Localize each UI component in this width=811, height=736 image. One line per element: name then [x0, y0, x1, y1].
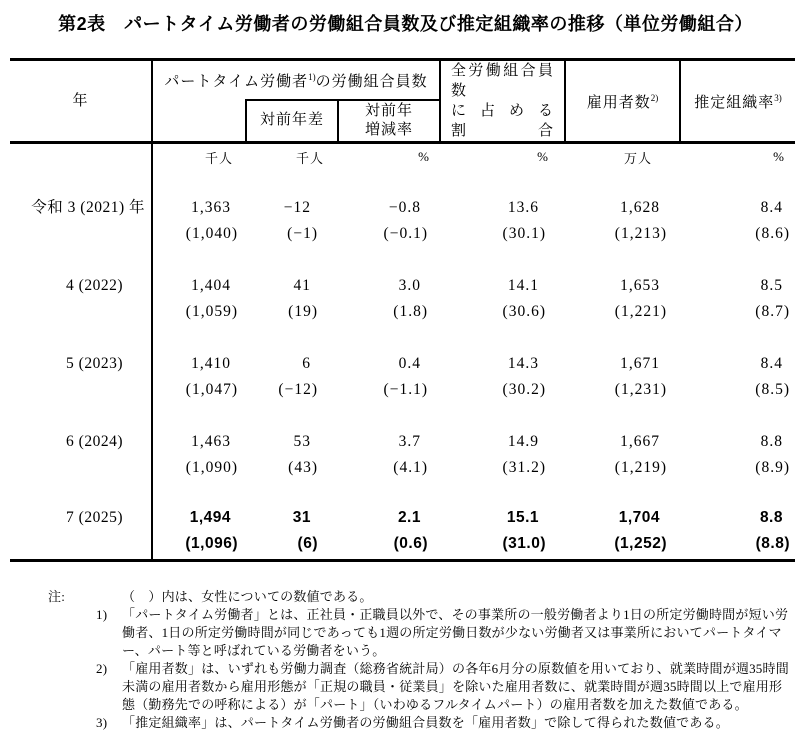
cell-yoy-rate	[338, 249, 440, 327]
note-intro-text: （ ）内は、女性についての数値である。	[122, 589, 373, 604]
cell-est-rate	[680, 327, 795, 405]
year-label: 7 (2025)	[66, 509, 123, 526]
value-female: (1,040)	[185, 224, 238, 242]
value-female: (6)	[297, 535, 318, 552]
value-female: (31.0)	[502, 535, 546, 552]
value-total: 1,628	[620, 198, 660, 216]
header-yoy-rate-line1: 対前年	[364, 102, 413, 119]
year-cell	[10, 405, 152, 483]
table-row	[10, 171, 795, 249]
cell-est-rate	[680, 483, 795, 561]
value-female: (8.9)	[755, 458, 790, 476]
header-group-text: パートタイム労働者	[164, 73, 309, 90]
cell-employees	[565, 327, 680, 405]
value-total: 14.1	[507, 276, 539, 294]
value-female: (1,231)	[614, 380, 667, 398]
note-number: 2)	[96, 661, 108, 676]
header-members-total-spacer	[152, 100, 246, 143]
note-label: 注:	[48, 589, 66, 604]
header-year	[10, 60, 152, 143]
cell-share	[440, 249, 565, 327]
cell-est-rate	[680, 249, 795, 327]
cell-employees	[565, 483, 680, 561]
value-total: 2.1	[397, 509, 421, 526]
value-total: 41	[293, 276, 311, 294]
year-label: 6 (2024)	[66, 432, 123, 450]
value-total: 8.8	[760, 432, 783, 450]
value-total: 1,463	[191, 432, 231, 450]
table-row-latest	[10, 483, 795, 561]
statistics-table	[10, 58, 795, 562]
cell-yoy-rate	[338, 171, 440, 249]
cell-yoy-diff	[246, 327, 338, 405]
page-title: 第2表 パートタイム労働者の労働組合員数及び推定組織率の推移（単位労働組合）	[58, 14, 753, 34]
header-yoy-difference: 対前年差	[246, 100, 338, 143]
value-total: 14.9	[507, 432, 539, 450]
value-total: 1,704	[618, 509, 660, 526]
header-employees-text: 雇用者数	[586, 95, 651, 111]
value-total: 3.7	[398, 432, 421, 450]
cell-yoy-diff	[246, 483, 338, 561]
value-female: (1,059)	[185, 302, 238, 320]
unit-label: 万人	[623, 150, 652, 166]
cell-members	[152, 171, 246, 249]
cell-share	[440, 483, 565, 561]
value-total: 1,667	[620, 432, 660, 450]
value-total: 8.5	[760, 276, 783, 294]
header-share-line2: に占める	[451, 103, 554, 119]
value-total: 13.6	[507, 198, 539, 216]
header-group-text-rest: の労働組合員数	[315, 73, 428, 90]
cell-yoy-diff	[246, 171, 338, 249]
year-label: 5 (2023)	[66, 354, 123, 372]
value-total: 8.4	[760, 198, 783, 216]
cell-share	[440, 171, 565, 249]
unit-label: 千人	[295, 150, 324, 166]
unit-label: %	[537, 149, 549, 165]
value-total: 1,494	[189, 509, 231, 526]
footnote-ref-2: 2)	[650, 93, 659, 103]
value-total: 1,404	[191, 276, 231, 294]
table-row	[10, 327, 795, 405]
value-female: (30.1)	[502, 224, 546, 242]
unit-spacer	[10, 143, 152, 171]
note-item	[48, 660, 795, 714]
cell-est-rate	[680, 171, 795, 249]
value-female: (31.2)	[502, 458, 546, 476]
cell-share	[440, 405, 565, 483]
value-total: 31	[292, 509, 311, 526]
cell-yoy-rate	[338, 405, 440, 483]
value-female: (0.6)	[393, 535, 428, 552]
value-total: 6	[302, 354, 311, 372]
cell-employees	[565, 171, 680, 249]
value-female: (−12)	[278, 380, 318, 398]
value-total: 1,671	[620, 354, 660, 372]
footnote-ref-3: 3)	[774, 93, 782, 103]
value-total: 8.4	[760, 354, 783, 372]
cell-yoy-diff	[246, 249, 338, 327]
value-female: (8.6)	[755, 224, 790, 242]
value-total: −0.8	[388, 198, 421, 216]
value-female: (1,096)	[185, 535, 238, 552]
header-year-label: 年	[72, 92, 89, 109]
value-total: 1,410	[191, 354, 231, 372]
cell-members	[152, 249, 246, 327]
cell-members	[152, 327, 246, 405]
cell-yoy-rate	[338, 483, 440, 561]
value-female: (−1)	[287, 224, 318, 242]
note-number: 3)	[96, 715, 108, 730]
value-total: 3.0	[398, 276, 421, 294]
table-header	[10, 60, 795, 143]
footnote-ref-1: 1)	[308, 71, 316, 82]
header-yoy-rate-line2: 増減率	[364, 121, 413, 138]
units-row	[10, 143, 795, 171]
header-employees	[565, 60, 680, 143]
value-total: 8.8	[759, 509, 783, 526]
note-text: 「雇用者数」は、いずれも労働力調査（総務省統計局）の各年6月分の原数値を用いており、就業時間が週35時間未満の雇用者数から雇用形態が「正規の職員・従業員」を除いた雇用者数に、就業時間が週35時間以上で雇用形態（勤務先での呼称による）が「パート」（いわゆるフルタイムパート）の雇用者数を加えた数値である。	[122, 661, 789, 712]
note-item	[48, 606, 795, 660]
cell-employees	[565, 405, 680, 483]
value-female: (1,213)	[614, 224, 667, 242]
cell-yoy-diff	[246, 405, 338, 483]
year-label: 4 (2022)	[66, 276, 123, 294]
header-share-line3: 割合	[451, 123, 554, 139]
value-female: (8.7)	[755, 302, 790, 320]
value-female: (1,047)	[185, 380, 238, 398]
header-share-of-all-members	[440, 60, 565, 143]
value-total: −12	[283, 198, 311, 216]
header-yoy-rate	[338, 100, 440, 143]
year-cell	[10, 249, 152, 327]
year-cell	[10, 171, 152, 249]
value-female: (1.8)	[393, 302, 428, 320]
value-female: (1,252)	[614, 535, 667, 552]
cell-share	[440, 327, 565, 405]
cell-yoy-rate	[338, 327, 440, 405]
value-total: 1,363	[191, 198, 231, 216]
value-female: (19)	[288, 302, 318, 320]
year-label: 令和 3 (2021) 年	[31, 198, 145, 216]
header-estimated-rate-text: 推定組織率	[694, 95, 775, 111]
year-cell	[10, 327, 152, 405]
note-intro	[48, 588, 795, 606]
cell-members	[152, 405, 246, 483]
value-female: (−1.1)	[383, 380, 428, 398]
note-number: 1)	[96, 607, 108, 622]
unit-label: 千人	[204, 150, 233, 166]
unit-label: %	[418, 149, 430, 165]
note-text: 「パートタイム労働者」とは、正社員・正職員以外で、その事業所の一般労働者より1日の所定労働時間が短い労働者、1日の所定労働時間が同じであっても1週の所定労働日数が少ない労働者又は事業所においてパートタイマー、パート等と呼ばれている労働者をいう。	[122, 607, 789, 658]
value-female: (1,219)	[614, 458, 667, 476]
value-female: (−0.1)	[383, 224, 428, 242]
value-total: 1,653	[620, 276, 660, 294]
value-female: (4.1)	[393, 458, 428, 476]
header-parttime-members-group	[152, 60, 440, 100]
note-item	[48, 714, 795, 732]
value-total: 15.1	[506, 509, 539, 526]
table-row	[10, 249, 795, 327]
value-total: 53	[293, 432, 311, 450]
cell-est-rate	[680, 405, 795, 483]
cell-members	[152, 483, 246, 561]
unit-label: %	[773, 149, 785, 165]
header-estimated-rate	[680, 60, 795, 143]
note-text: 「推定組織率」は、パートタイム労働者の労働組合員数を「雇用者数」で除して得られた数値である。	[122, 715, 729, 730]
value-female: (8.8)	[755, 535, 790, 552]
value-female: (30.6)	[502, 302, 546, 320]
header-share-line1: 全労働組合員数	[451, 63, 554, 99]
value-female: (1,221)	[614, 302, 667, 320]
footnotes	[48, 588, 795, 732]
value-female: (1,090)	[185, 458, 238, 476]
value-female: (43)	[288, 458, 318, 476]
table-row	[10, 405, 795, 483]
cell-employees	[565, 249, 680, 327]
value-total: 0.4	[398, 354, 421, 372]
value-female: (8.5)	[755, 380, 790, 398]
year-cell	[10, 483, 152, 561]
value-total: 14.3	[507, 354, 539, 372]
value-female: (30.2)	[502, 380, 546, 398]
